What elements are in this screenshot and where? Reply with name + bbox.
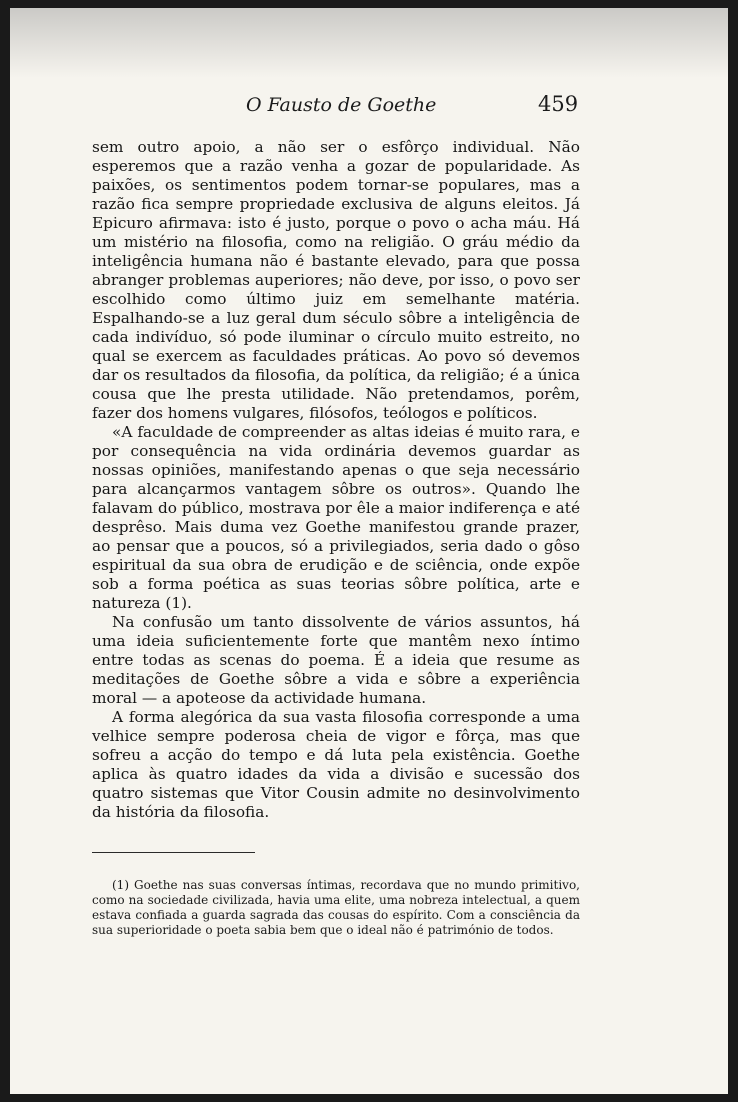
running-title: O Fausto de Goethe xyxy=(246,94,437,116)
paragraph-4: A forma alegórica da sua vasta filosofia corresponde a uma velhice sempre poderosa cheia de vigor e fôrça, mas que sofreu a acção do tempo e dá luta pela existência. Goethe aplica às quatro idades da vida a divisão e sucessão dos quatro sistemas que Vitor Cousin admite no desinvolvimento da história da filosofia. xyxy=(92,708,580,821)
running-header xyxy=(10,92,728,122)
body-text xyxy=(92,138,580,822)
scan-shadow xyxy=(10,8,728,78)
paragraph-1: sem outro apoio, a não ser o esfôrço individual. Não esperemos que a razão venha a gozar de popularidade. As paixões, os sentimentos podem tornar-se populares, mas a razão fica sempre propriedade exclusiva de alguns eleitos. Já Epicuro afirmava: isto é justo, porque o povo o acha máu. Há um mistério na filosofia, como na religião. O gráu médio da inteligência humana não é bastante elevado, para que possa abranger problemas auperiores; não deve, por isso, o povo ser escolhido como último juiz em semelhante matéria. Espalhando-se a luz geral dum século sôbre a inteligência de cada indivíduo, só pode iluminar o círculo muito estreito, no qual se exercem as faculdades práticas. Ao povo só devemos dar os resultados da filosofia, da política, da religião; é a única cousa que lhe presta utilidade. Não pretendamos, porêm, fazer dos homens vulgares, filósofos, teólogos e políticos. xyxy=(92,138,580,422)
book-page xyxy=(10,8,728,1094)
paragraph-2: «A faculdade de compreender as altas ideias é muito rara, e por consequência na vida ordinária devemos guardar as nossas opiniões, manifestando apenas o que seja necessário para alcançarmos vantagem sôbre os outros». Quando lhe falavam do público, mostrava por êle a maior indiferença e até desprêso. Mais duma vez Goethe manifestou grande prazer, ao pensar que a poucos, só a privilegiados, seria dado o gôso espiritual da sua obra de erudição e de sciência, onde expõe sob a forma poética as suas teorias sôbre política, arte e natureza (1). xyxy=(92,423,580,612)
page-number: 459 xyxy=(538,92,579,116)
paragraph-3: Na confusão um tanto dissolvente de vários assuntos, há uma ideia suficientemente forte que mantêm nexo íntimo entre todas as scenas do poema. É a ideia que resume as meditações de Goethe sôbre a vida e sôbre a experiência moral — a apoteose da actividade humana. xyxy=(92,613,580,707)
footnote: (1) Goethe nas suas conversas íntimas, recordava que no mundo primitivo, como na sociedade civilizada, havia uma elite, uma nobreza intelectual, a quem estava confiada a guarda sagrada das cousas do espírito. Com a consciência da sua superioridade o poeta sabia bem que o ideal não é património de todos. xyxy=(92,878,580,937)
footnote-divider xyxy=(92,852,255,853)
